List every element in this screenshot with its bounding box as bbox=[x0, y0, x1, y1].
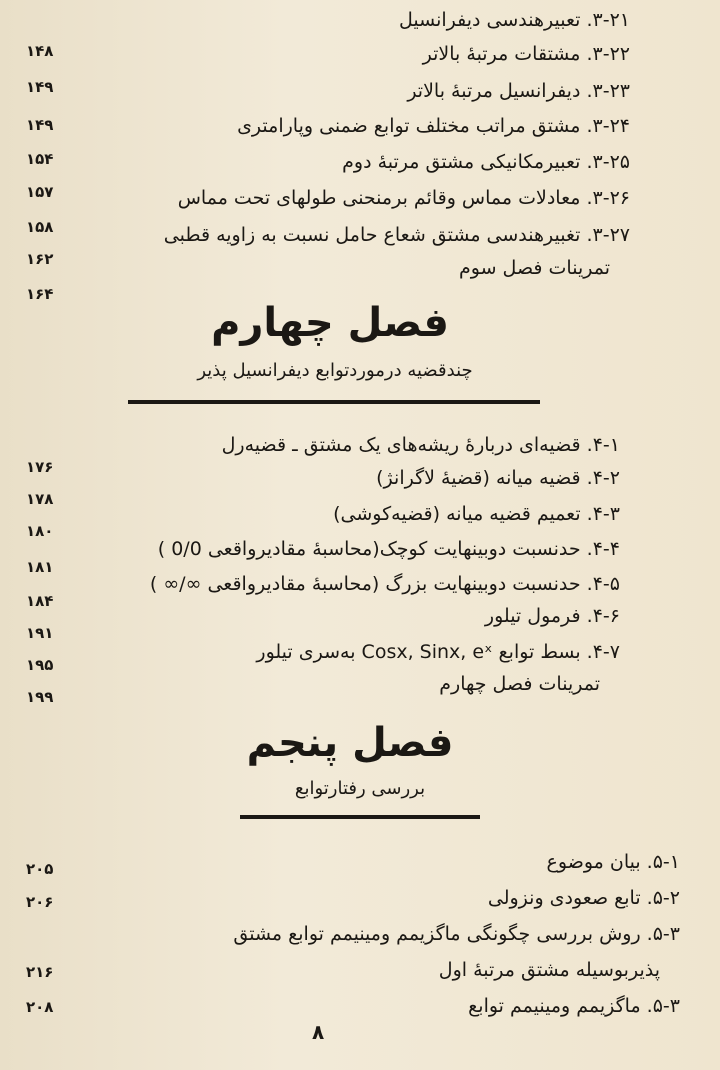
toc-entry: ۵-۱. بیان موضوع bbox=[546, 851, 680, 873]
chapter-underline bbox=[128, 400, 540, 404]
toc-entry: ۴-۴. حدنسبت دوبینهایت کوچک(محاسبهٔ مقادیرواقعی 0/0 ) bbox=[157, 538, 620, 560]
page-ref: ۱۷۸ bbox=[26, 490, 54, 508]
page-ref: ۱۸۱ bbox=[26, 558, 54, 576]
toc-entry: ۴-۶. فرمول تیلور bbox=[484, 605, 620, 627]
chapter-title: فصل چهارم bbox=[211, 300, 449, 346]
page-ref: ۱۹۱ bbox=[26, 624, 54, 642]
chapter-subtitle: بررسی رفتارتوابع bbox=[294, 778, 426, 799]
toc-entry: ۳-۲۳. دیفرانسیل مرتبهٔ بالاتر bbox=[407, 80, 630, 102]
toc-entry: ۳-۲۴. مشتق مراتب مختلف توابع ضمنی وپارامتری bbox=[237, 115, 630, 137]
toc-entry: ۳-۲۵. تعبیرمکانیکی مشتق مرتبهٔ دوم bbox=[342, 151, 630, 173]
toc-entry: ۴-۳. تعمیم قضیه میانه (قضیه‌کوشی) bbox=[333, 503, 620, 525]
toc-entry: ۳-۲۱. تعبیرهندسی دیفرانسیل bbox=[399, 9, 630, 31]
page-ref: ۱۹۵ bbox=[26, 656, 54, 674]
toc-entry: تمرینات فصل چهارم bbox=[439, 673, 600, 695]
page-ref: ۱۸۰ bbox=[26, 522, 54, 540]
page-ref: ۱۶۴ bbox=[26, 285, 54, 303]
page-ref: ۱۴۹ bbox=[26, 78, 54, 96]
chapter-title: فصل پنجم bbox=[246, 720, 454, 766]
toc-entry: ۴-۷. بسط توابع Cosx, Sinx, eˣ به‌سری تیلور bbox=[256, 641, 620, 663]
page-ref: ۱۵۸ bbox=[26, 218, 54, 236]
page-ref: ۱۵۴ bbox=[26, 150, 54, 168]
page-ref: ۱۴۹ bbox=[26, 116, 54, 134]
page-ref: ۱۷۶ bbox=[26, 458, 54, 476]
toc-entry: ۳-۲۲. مشتقات مرتبهٔ بالاتر bbox=[422, 43, 630, 65]
page-number: ۸ bbox=[312, 1020, 325, 1044]
page-ref: ۱۹۹ bbox=[26, 688, 54, 706]
page-ref: ۲۰۸ bbox=[26, 998, 54, 1016]
page-ref: ۲۰۵ bbox=[26, 860, 54, 878]
toc-entry: ۴-۲. قضیه میانه (قضیهٔ لاگرانژ) bbox=[376, 467, 620, 489]
toc-entry: ۴-۱. قضیه‌ای درباره‌ٔ ریشه‌های یک مشتق ـ قضیه‌رل bbox=[221, 434, 620, 456]
page-ref: ۱۵۷ bbox=[26, 183, 54, 201]
toc-entry: ۳-۲۶. معادلات مماس وقائم برمنحنی طولهای تحت مماس bbox=[177, 187, 630, 209]
page-ref: ۱۴۸ bbox=[26, 42, 54, 60]
toc-entry: ۳-۲۷. تغبیرهندسی مشتق شعاع حامل نسبت به زاویه قطبی bbox=[163, 224, 630, 246]
toc-entry: تمرینات فصل سوم bbox=[459, 257, 610, 279]
toc-entry: پذیربوسیله مشتق مرتبهٔ اول bbox=[438, 959, 660, 981]
toc-entry: ۵-۳. ماگزیمم ومینیمم توابع bbox=[468, 995, 680, 1017]
toc-entry: ۴-۵. حدنسبت دوبینهایت بزرگ (محاسبهٔ مقادیرواقعی ∞/∞ ) bbox=[149, 573, 620, 595]
page-ref: ۲۰۶ bbox=[26, 893, 54, 911]
chapter-underline bbox=[240, 815, 480, 819]
page-ref: ۲۱۶ bbox=[26, 963, 54, 981]
page-ref: ۱۸۴ bbox=[26, 592, 54, 610]
page-ref: ۱۶۲ bbox=[26, 250, 54, 268]
toc-entry: ۵-۲. تابع صعودی ونزولی bbox=[487, 887, 680, 909]
toc-entry: ۵-۳. روش بررسی چگونگی ماگزیمم ومینیمم توابع مشتق bbox=[233, 923, 680, 945]
chapter-subtitle: چندقضیه درموردتوابع دیفرانسیل پذیر bbox=[197, 360, 473, 381]
